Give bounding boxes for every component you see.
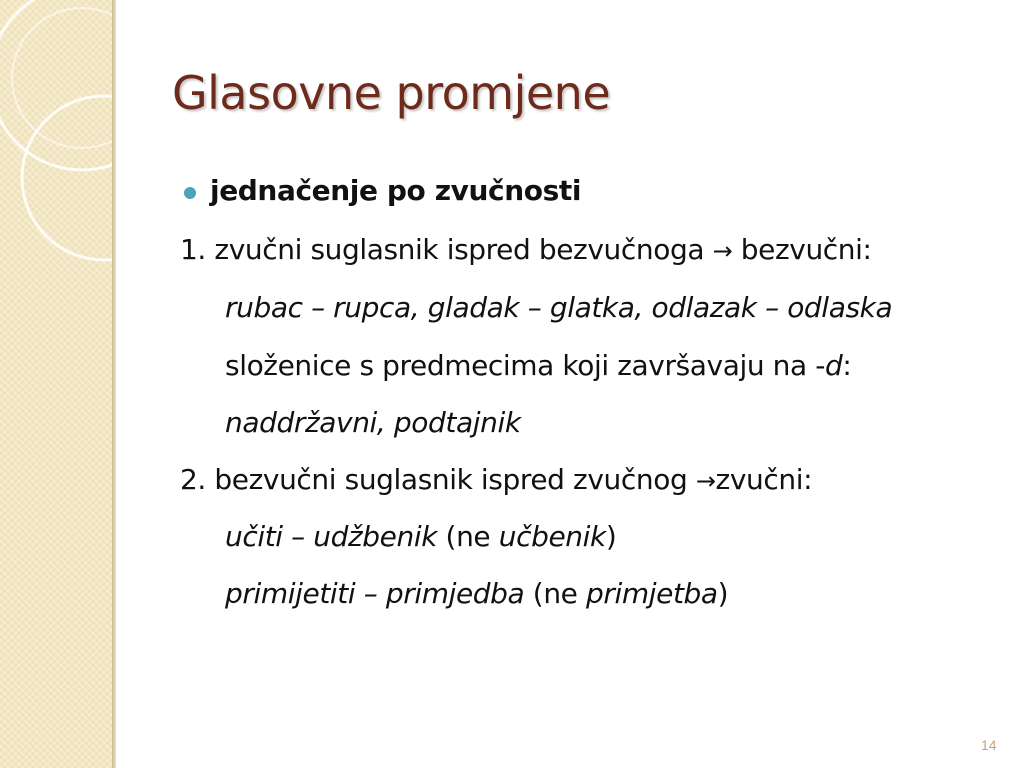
sidebar-edge <box>112 0 116 768</box>
example-4-paren-close: ) <box>717 577 729 610</box>
arrow-right-icon: → <box>712 237 733 265</box>
rule-1-result: bezvučni: <box>732 233 872 266</box>
example-3-paren-close: ) <box>605 520 617 553</box>
bullet-heading: jednačenje po zvučnosti <box>210 174 582 207</box>
page-number: 14 <box>981 737 997 753</box>
example-line-4 <box>225 577 728 610</box>
compound-rule-text: složenice s predmecima koji završavaju na - <box>225 349 825 382</box>
rule-2-result: zvučni: <box>715 463 813 496</box>
slide-title: Glasovne promjene <box>172 66 611 120</box>
rule-1 <box>180 233 872 266</box>
example-3-paren-open: (ne <box>437 520 499 553</box>
example-line-3 <box>225 520 616 553</box>
bullet-icon <box>184 187 196 199</box>
decorative-sidebar <box>0 0 112 768</box>
example-4-correct: primijetiti – primjedba <box>225 577 525 610</box>
decorative-circles <box>0 0 112 768</box>
example-4-wrong: primjetba <box>586 577 718 610</box>
compound-rule-end: : <box>842 349 852 382</box>
rule-2 <box>180 463 812 496</box>
compound-rule-letter: d <box>825 349 843 382</box>
example-3-wrong: učbenik <box>498 520 606 553</box>
rule-2-text: 2. bezvučni suglasnik ispred zvučnog <box>180 463 696 496</box>
example-line-2: naddržavni, podtajnik <box>225 406 521 439</box>
example-line-1: rubac – rupca, gladak – glatka, odlazak – odlaska <box>225 291 893 324</box>
arrow-right-icon: → <box>695 467 716 495</box>
example-4-paren-open: (ne <box>524 577 586 610</box>
example-3-correct: učiti – udžbenik <box>225 520 438 553</box>
rule-1-text: 1. zvučni suglasnik ispred bezvučnoga <box>180 233 713 266</box>
compound-rule <box>225 349 851 382</box>
